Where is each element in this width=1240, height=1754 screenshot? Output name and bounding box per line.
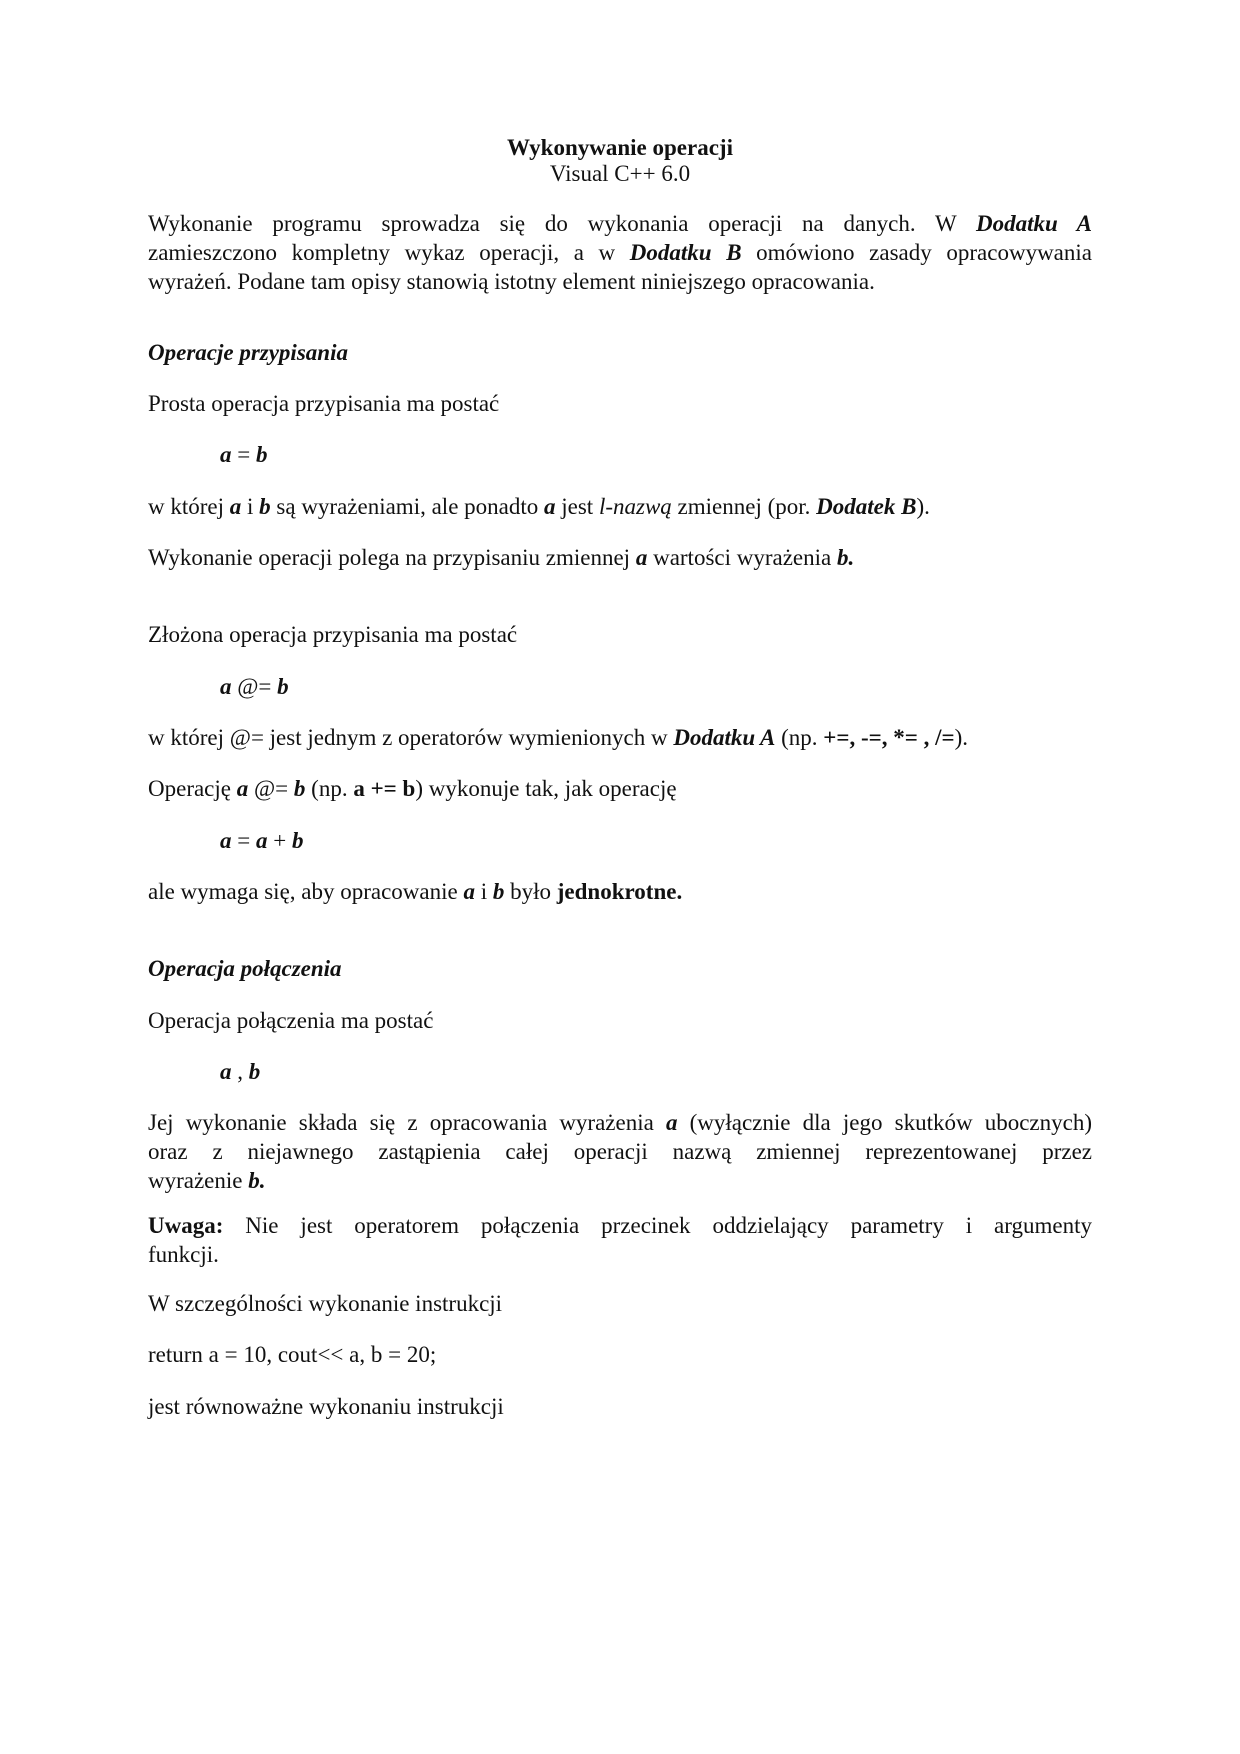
document-title: Wykonywanie operacji xyxy=(507,135,733,160)
intro-paragraph: Wykonanie programu sprowadza się do wykonania operacji na danych. W Dodatku A zamieszczono kompletny wykaz operacji, a w Dodatku B omówiono zasady opracowywania wyrażeń. Podane tam opisy stanowią istotny element niniejszego opracowania. xyxy=(148,211,1092,294)
assign-paragraph-1: Prosta operacja przypisania ma postać xyxy=(148,391,500,416)
code-statement: return a = 10, cout<< a, b = 20; xyxy=(148,1342,437,1367)
single-evaluation-paragraph: ale wymaga się, aby opracowanie a i b było jednokrotne. xyxy=(148,879,683,904)
section-heading-assignment: Operacje przypisania xyxy=(148,340,348,365)
comma-paragraph-2: Jej wykonanie składa się z opracowania wyrażenia a (wyłącznie dla jego skutków ubocznych) oraz z niejawnego zastąpienia całej operacji nazwą zmiennej reprezentowanej przez wyrażenie b. xyxy=(148,1110,1092,1193)
assign-paragraph-2: w której a i b są wyrażeniami, ale ponadto a jest l-nazwą zmiennej (por. Dodatek B). xyxy=(148,494,930,519)
formula-comma: a , b xyxy=(220,1059,261,1084)
formula-expanded-assign: a = a + b xyxy=(220,828,304,853)
compound-operators-paragraph: w której @= jest jednym z operatorów wymienionych w Dodatku A (np. +=, -=, *= , /=). xyxy=(148,725,969,750)
compound-assign-paragraph: Złożona operacja przypisania ma postać xyxy=(148,622,518,647)
note-paragraph: Uwaga: Nie jest operatorem połączenia przecinek oddzielający parametry i argumenty funkcji. xyxy=(148,1213,1092,1267)
comma-paragraph-3: W szczególności wykonanie instrukcji xyxy=(148,1291,503,1316)
assign-paragraph-3: Wykonanie operacji polega na przypisaniu zmiennej a wartości wyrażenia b. xyxy=(148,545,855,570)
formula-simple-assign: a = b xyxy=(220,442,268,467)
comma-paragraph-4: jest równoważne wykonaniu instrukcji xyxy=(148,1394,504,1419)
section-heading-comma: Operacja połączenia xyxy=(148,956,342,981)
compound-example-paragraph: Operację a @= b (np. a += b) wykonuje tak, jak operację xyxy=(148,776,677,801)
comma-paragraph-1: Operacja połączenia ma postać xyxy=(148,1008,434,1033)
formula-compound-assign: a @= b xyxy=(220,674,289,699)
document-subtitle: Visual C++ 6.0 xyxy=(549,161,691,186)
